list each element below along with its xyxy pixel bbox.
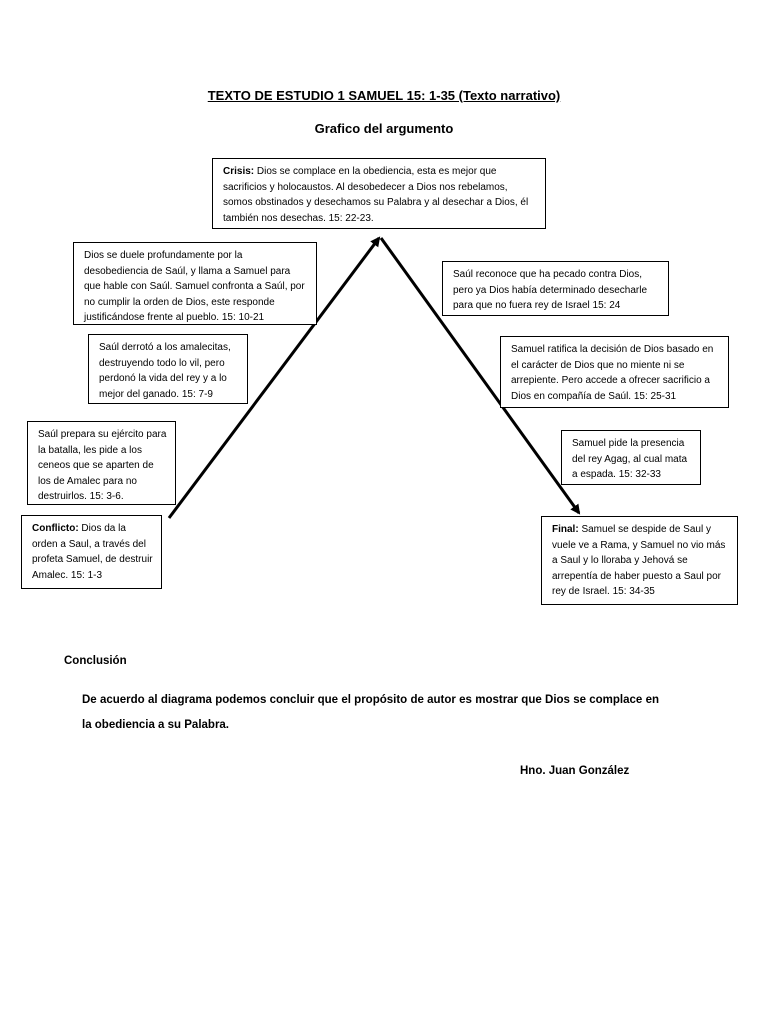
conclusion-heading: Conclusión (64, 655, 127, 667)
document-title: TEXTO DE ESTUDIO 1 SAMUEL 15: 1-35 (Texto narrativo) (207, 88, 561, 103)
rising-event-3-box (73, 242, 317, 325)
conflict-label: Conflicto: (32, 523, 79, 534)
final-box (541, 516, 738, 605)
falling-event-3-text: Samuel pide la presencia del rey Agag, al cual mata a espada. 15: 32-33 (572, 438, 688, 480)
conflict-text: Dios da la orden a Saul, a través del profeta Samuel, de destruir Amalec. 15: 1-3 (32, 523, 153, 581)
falling-event-3-box (561, 430, 701, 485)
final-text: Samuel se despide de Saul y vuele ve a Rama, y Samuel no vio más a Saul y lo lloraba y Jehová se arrepentía de haber puesto a Saul por rey de Israel. 15: 34-35 (552, 524, 726, 597)
author-signature: Hno. Juan González (520, 765, 630, 777)
falling-event-2-text: Samuel ratifica la decisión de Dios basado en el carácter de Dios que no miente ni se arrepiente. Pero accede a ofrecer sacrificio a Dios en compañía de Saúl. 15: 25-31 (511, 344, 714, 402)
crisis-box (212, 158, 546, 229)
falling-event-1-box (442, 261, 669, 316)
conflict-box (21, 515, 162, 589)
rising-event-3-text: Dios se duele profundamente por la desobediencia de Saúl, y llama a Samuel para que hable con Saúl. Samuel confronta a Saúl, por no cumplir la orden de Dios, este responde justificándose frente al pueblo. 15: 10-21 (84, 250, 305, 323)
final-label: Final: (552, 524, 579, 535)
crisis-text: Dios se complace en la obediencia, esta es mejor que sacrificios y holocaustos. Al desobedecer a Dios nos rebelamos, somos obstinados y desechamos su Palabra y al desechar a Dios, él también nos desechas. 15: 22-23. (223, 166, 529, 224)
falling-event-2-box (500, 336, 729, 408)
conclusion-text: De acuerdo al diagrama podemos concluir que el propósito de autor es mostrar que Dios se complace en la obediencia a su Palabra. (82, 694, 659, 731)
diagram-subtitle: Grafico del argumento (314, 121, 454, 136)
rising-event-1-box (27, 421, 176, 505)
falling-event-1-text: Saúl reconoce que ha pecado contra Dios, pero ya Dios había determinado desecharle para que no fuera rey de Israel 15: 24 (453, 269, 648, 311)
rising-event-1-text: Saúl prepara su ejército para la batalla, les pide a los ceneos que se aparten de los de Amalec para no destruirlos. 15: 3-6. (38, 429, 167, 502)
rising-event-2-box (88, 334, 248, 404)
rising-event-2-text: Saúl derrotó a los amalecitas, destruyendo todo lo vil, pero perdonó la vida del rey y a lo mejor del ganado. 15: 7-9 (99, 342, 231, 400)
crisis-label: Crisis: (223, 166, 255, 177)
